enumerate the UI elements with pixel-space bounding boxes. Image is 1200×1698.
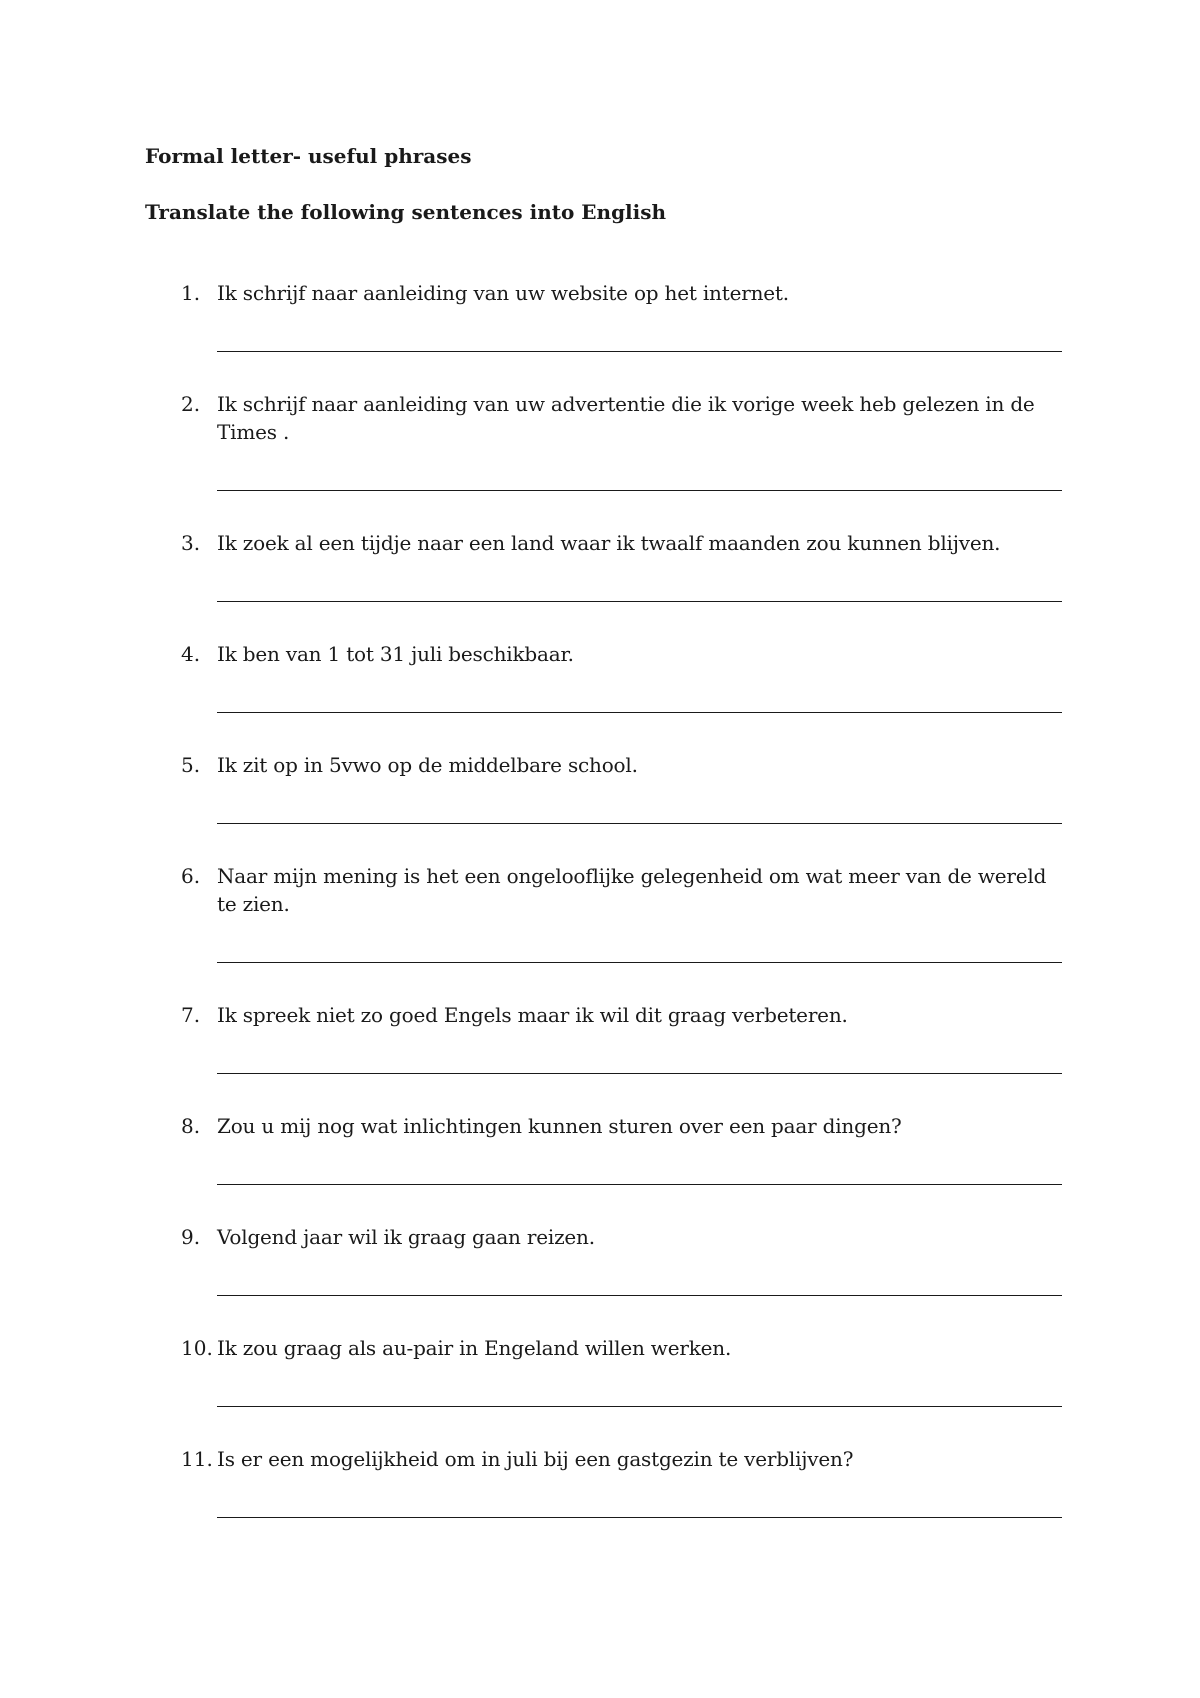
list-item [145,529,1060,602]
answer-line[interactable] [217,601,1062,602]
page-title: Formal letter- useful phrases [145,144,472,168]
item-sentence: Ik schrijf naar aanleiding van uw website op het internet. [217,281,789,305]
answer-line[interactable] [217,823,1062,824]
item-sentence: Ik zou graag als au-pair in Engeland willen werken. [217,1336,732,1360]
exercise-list [145,279,1060,1518]
item-number: 3. [181,531,201,555]
item-sentence: Ik spreek niet zo goed Engels maar ik wil dit graag verbeteren. [217,1003,848,1027]
list-item [145,862,1060,963]
item-number: 5. [181,753,201,777]
item-number: 10. [181,1336,213,1360]
answer-line[interactable] [217,1517,1062,1518]
answer-line[interactable] [217,1073,1062,1074]
list-item [145,640,1060,713]
list-item [145,751,1060,824]
item-sentence: Ik zoek al een tijdje naar een land waar ik twaalf maanden zou kunnen blijven. [217,531,1001,555]
item-number: 1. [181,281,201,305]
item-number: 7. [181,1003,201,1027]
item-sentence: Volgend jaar wil ik graag gaan reizen. [217,1225,595,1249]
answer-line[interactable] [217,351,1062,352]
answer-line[interactable] [217,1295,1062,1296]
answer-line[interactable] [217,490,1062,491]
list-item [145,1445,1060,1518]
item-number: 8. [181,1114,201,1138]
list-item [145,279,1060,352]
list-item [145,1334,1060,1407]
list-item [145,390,1060,491]
item-sentence: Is er een mogelijkheid om in juli bij een gastgezin te verblijven? [217,1447,854,1471]
answer-line[interactable] [217,1406,1062,1407]
answer-line[interactable] [217,962,1062,963]
list-item [145,1112,1060,1185]
item-sentence: Ik zit op in 5vwo op de middelbare school. [217,753,638,777]
item-number: 6. [181,864,201,888]
item-sentence: Ik ben van 1 tot 31 juli beschikbaar. [217,642,574,666]
list-item [145,1223,1060,1296]
answer-line[interactable] [217,1184,1062,1185]
item-number: 4. [181,642,201,666]
answer-line[interactable] [217,712,1062,713]
item-sentence: Ik schrijf naar aanleiding van uw advertentie die ik vorige week heb gelezen in de Times . [217,392,1035,444]
instruction-heading: Translate the following sentences into English [145,200,667,224]
item-number: 2. [181,392,201,416]
list-item [145,1001,1060,1074]
item-sentence: Zou u mij nog wat inlichtingen kunnen sturen over een paar dingen? [217,1114,902,1138]
item-sentence: Naar mijn mening is het een ongelooflijke gelegenheid om wat meer van de wereld te zien. [217,864,1047,916]
item-number: 9. [181,1225,201,1249]
item-number: 11. [181,1447,213,1471]
